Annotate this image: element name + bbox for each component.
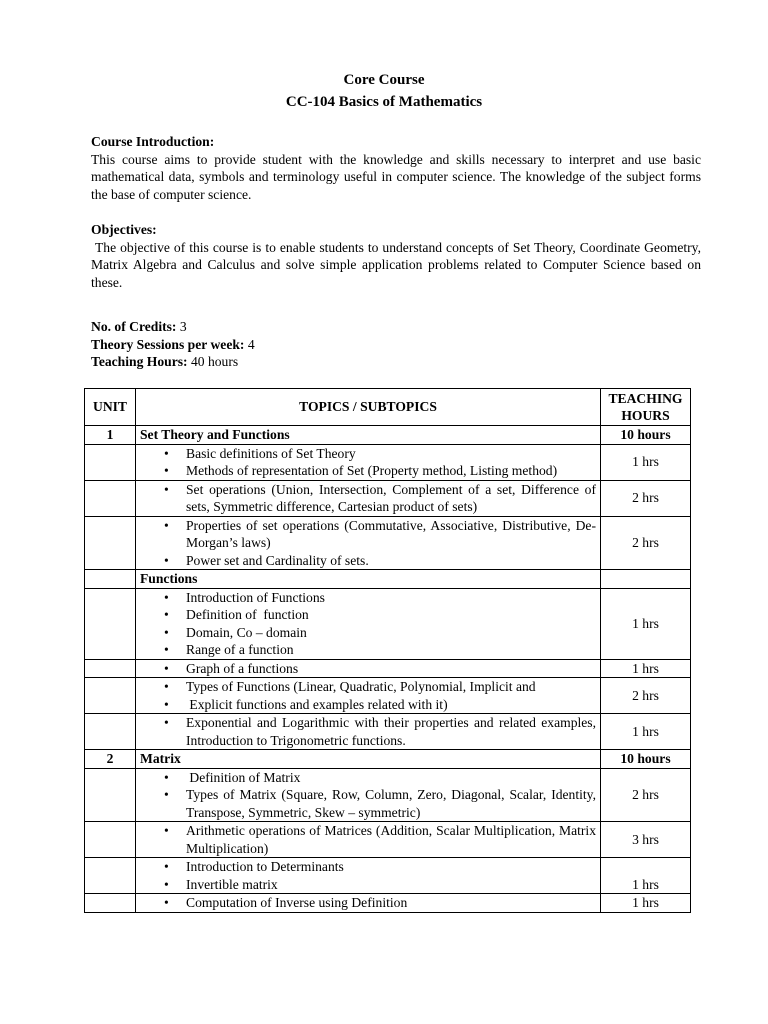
unit-title: Matrix (136, 750, 601, 769)
list-item-text: Introduction of Functions (186, 589, 325, 605)
hours-cell: 1 hrs (601, 858, 691, 894)
list-item-text: Types of Functions (Linear, Quadratic, Polynomial, Implicit and (186, 679, 536, 694)
list-item-text: Types of Matrix (Square, Row, Column, Zero, Diagonal, Scalar, Identity, Transpose, Symmetric, Skew – symmetric) (186, 787, 600, 820)
bullet-icon: • (164, 445, 169, 461)
list-item-text: Explicit functions and examples related with it) (186, 696, 448, 712)
unit-title: Set Theory and Functions (136, 426, 601, 445)
list-item (140, 876, 596, 894)
bullet-icon: • (164, 715, 169, 730)
hours-cell: 3 hrs (601, 822, 691, 858)
list-item (140, 517, 596, 552)
list-item (140, 696, 596, 714)
topics-cell (136, 516, 601, 570)
list-item-text: Properties of set operations (Commutative, Associative, Distributive, De-Morgan’s laws) (186, 517, 596, 550)
table-header-row (85, 389, 691, 426)
bullet-list (140, 660, 596, 678)
table-row (85, 516, 691, 570)
page-title: Core Course (343, 72, 425, 88)
list-item-text: Exponential and Logarithmic with their properties and related examples, Introduction to Trigonometric functions. (186, 715, 600, 748)
intro-text: This course aims to provide student with the knowledge and skills necessary to interpret and use basic mathematical data, symbols and terminology useful in computer science. The knowledge of the subject forms the base of computer science. (91, 151, 701, 202)
table-row (85, 822, 691, 858)
table-row (85, 894, 691, 913)
unit-cell (85, 570, 136, 589)
bullet-icon: • (164, 642, 169, 657)
hours-cell (601, 570, 691, 589)
hours-cell: 2 hrs (601, 516, 691, 570)
bullet-icon: • (164, 696, 169, 712)
list-item (140, 606, 596, 624)
list-item-text: Set operations (Union, Intersection, Complement of a set, Difference of sets, Symmetric difference, Cartesian product of sets) (186, 481, 600, 514)
table-row (85, 768, 691, 822)
list-item (140, 714, 600, 749)
bullet-icon: • (164, 769, 169, 785)
hours-cell: 1 hrs (601, 588, 691, 659)
bullet-list (140, 769, 600, 822)
topics-cell (136, 480, 601, 516)
bullet-list (140, 589, 596, 659)
unit-cell (85, 822, 136, 858)
list-item (140, 462, 596, 480)
bullet-icon: • (164, 859, 169, 874)
unit-row (85, 426, 691, 445)
bullet-list (140, 894, 596, 912)
list-item-text: Arithmetic operations of Matrices (Addition, Scalar Multiplication, Matrix Multiplication) (186, 823, 600, 856)
bullet-list (140, 714, 600, 749)
list-item (140, 481, 600, 516)
unit-cell (85, 768, 136, 822)
topics-cell (136, 678, 601, 714)
hours-cell: 2 hrs (601, 480, 691, 516)
list-item (140, 624, 596, 642)
unit-cell (85, 858, 136, 894)
unit-hours: 10 hours (601, 426, 691, 445)
list-item (140, 822, 600, 857)
list-item-text: Domain, Co – domain (186, 624, 307, 640)
bullet-icon: • (164, 517, 169, 533)
bullet-icon: • (164, 589, 169, 605)
list-item-text: Methods of representation of Set (Property method, Listing method) (186, 463, 558, 478)
list-item (140, 641, 596, 659)
hours-cell: 2 hrs (601, 678, 691, 714)
list-item (140, 445, 596, 463)
functions-heading: Functions (136, 570, 601, 589)
unit-cell (85, 588, 136, 659)
bullet-list (140, 517, 596, 570)
table-row (85, 480, 691, 516)
bullet-list (140, 858, 596, 893)
table-row (85, 678, 691, 714)
unit-cell (85, 714, 136, 750)
list-item-text: Range of a function (186, 642, 294, 657)
syllabus-table (84, 388, 691, 913)
hours-cell: 2 hrs (601, 768, 691, 822)
table-row (85, 588, 691, 659)
table-row (85, 714, 691, 750)
sessions-label: Theory Sessions per week: (91, 336, 245, 352)
bullet-list (140, 445, 596, 480)
topics-cell (136, 714, 601, 750)
list-item (140, 858, 596, 876)
hours-cell: 1 hrs (601, 444, 691, 480)
topics-cell (136, 894, 601, 913)
list-item-text: Basic definitions of Set Theory (186, 445, 356, 461)
bullet-icon: • (164, 679, 169, 694)
list-item (140, 660, 596, 678)
bullet-icon: • (164, 624, 169, 640)
bullet-icon: • (164, 823, 169, 838)
table-row (85, 659, 691, 678)
unit-cell (85, 516, 136, 570)
bullet-list (140, 678, 596, 713)
unit-cell (85, 480, 136, 516)
unit-number: 1 (85, 426, 136, 445)
table-row (85, 444, 691, 480)
topics-cell (136, 444, 601, 480)
topics-cell (136, 588, 601, 659)
bullet-icon: • (164, 787, 169, 802)
list-item-text: Introduction to Determinants (186, 859, 344, 874)
bullet-icon: • (164, 895, 169, 910)
table-row (85, 858, 691, 894)
credits-info (91, 318, 255, 371)
bullet-icon: • (164, 660, 169, 676)
bullet-icon: • (164, 552, 169, 568)
list-item-text: Power set and Cardinality of sets. (186, 552, 369, 568)
topics-cell (136, 768, 601, 822)
bullet-icon: • (164, 481, 169, 497)
course-introduction (91, 133, 701, 203)
list-item-text: Invertible matrix (186, 876, 278, 892)
credits-label: No. of Credits: (91, 319, 177, 334)
bullet-icon: • (164, 876, 169, 892)
list-item (140, 894, 596, 912)
objectives-text: The objective of this course is to enable students to understand concepts of Set Theory, Coordinate Geometry, Matrix Algebra and Calculus and solve simple application problems related to Computer Science based on these. (91, 239, 705, 290)
header-topics: TOPICS / SUBTOPICS (136, 389, 601, 426)
header-unit: UNIT (85, 389, 136, 426)
unit-cell (85, 894, 136, 913)
credits-value: 3 (176, 319, 187, 334)
unit-hours: 10 hours (601, 750, 691, 769)
topics-cell (136, 822, 601, 858)
subheading-row (85, 570, 691, 589)
sessions-value: 4 (244, 336, 255, 352)
hours-cell: 1 hrs (601, 659, 691, 678)
unit-cell (85, 678, 136, 714)
list-item (140, 552, 596, 570)
unit-cell (85, 444, 136, 480)
unit-number: 2 (85, 750, 136, 769)
list-item-text: Graph of a functions (186, 660, 299, 676)
bullet-icon: • (164, 607, 169, 622)
bullet-list (140, 822, 600, 857)
list-item-text: Computation of Inverse using Definition (186, 895, 408, 910)
topics-cell (136, 659, 601, 678)
topics-cell (136, 858, 601, 894)
hours-cell: 1 hrs (601, 894, 691, 913)
header-hours: TEACHING HOURS (601, 389, 691, 426)
bullet-icon: • (164, 463, 169, 478)
list-item (140, 769, 596, 787)
objectives-heading: Objectives: (91, 222, 157, 237)
course-title: CC-104 Basics of Mathematics (285, 94, 483, 110)
hours-label: Teaching Hours: (91, 354, 188, 369)
unit-cell (85, 659, 136, 678)
hours-cell: 1 hrs (601, 714, 691, 750)
unit-row (85, 750, 691, 769)
list-item-text: Definition of Matrix (186, 769, 301, 785)
list-item (140, 678, 596, 696)
bullet-list (140, 481, 600, 516)
list-item-text: Definition of function (186, 607, 309, 622)
intro-heading: Course Introduction: (91, 134, 215, 149)
objectives-section (91, 221, 705, 291)
list-item (140, 589, 596, 607)
hours-value: 40 hours (187, 354, 239, 369)
list-item (140, 786, 600, 821)
